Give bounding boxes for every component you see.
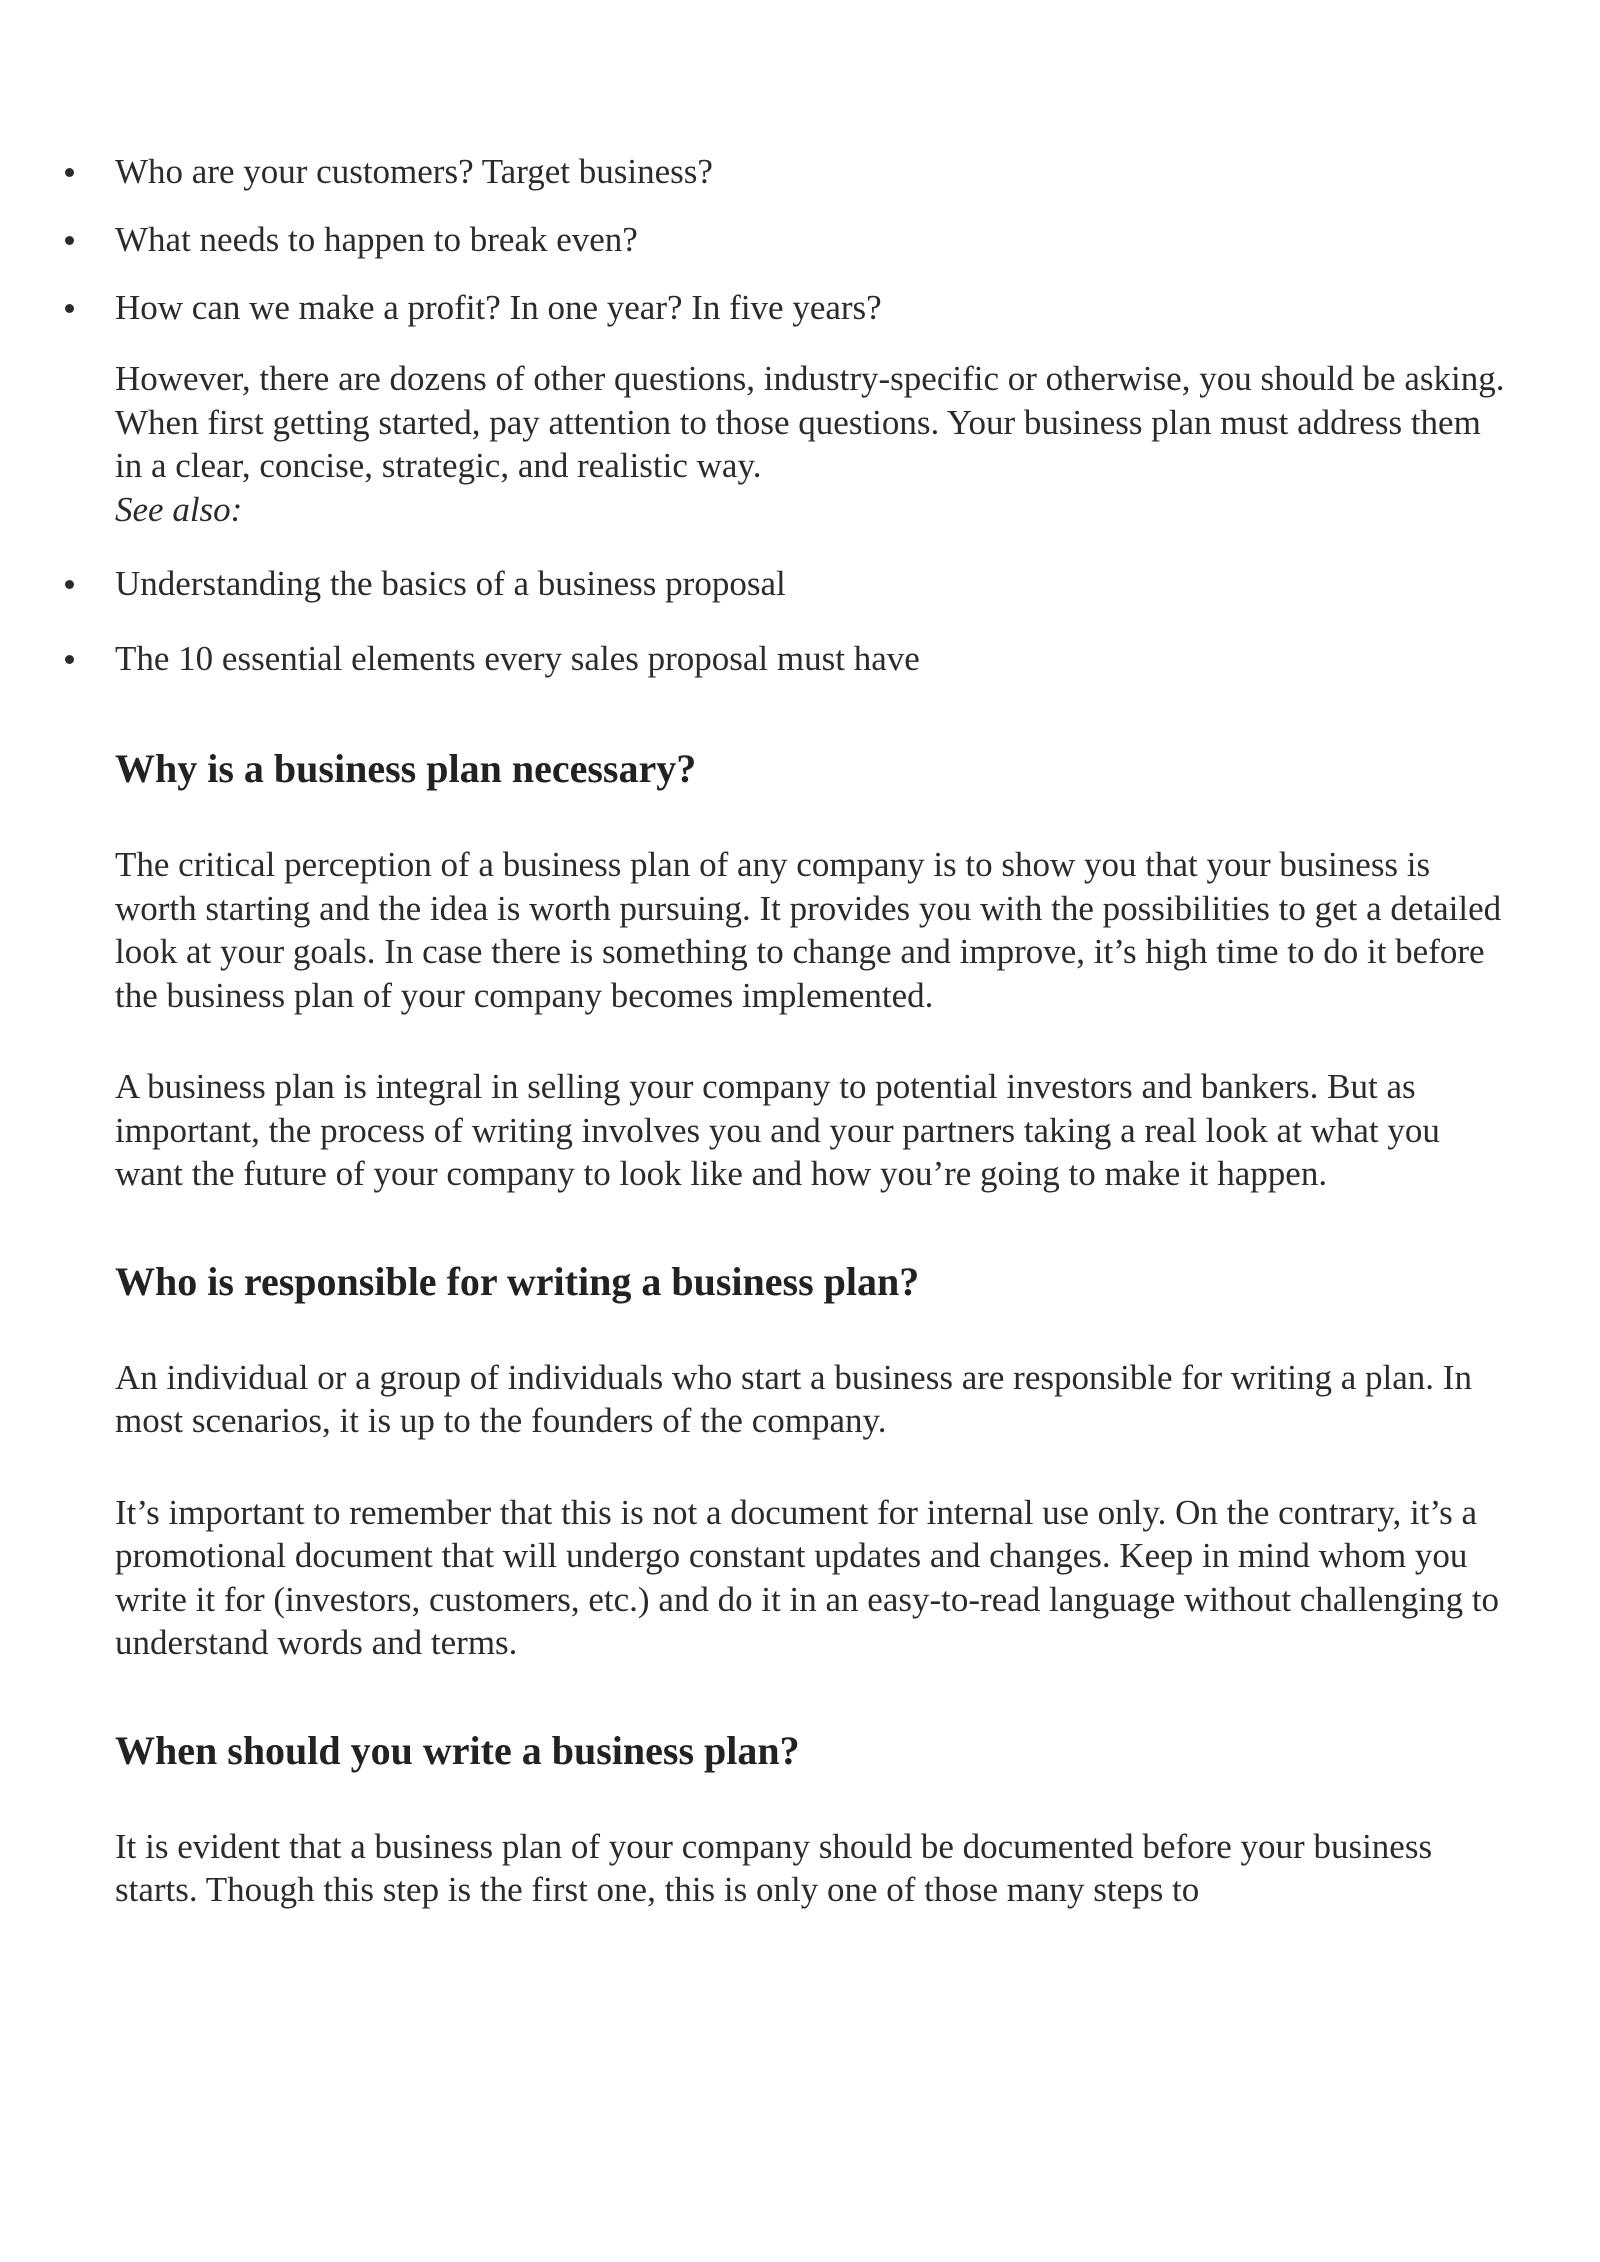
list-item: How can we make a profit? In one year? In five years? (115, 286, 1505, 329)
paragraph: An individual or a group of individuals who start a business are responsible for writing a plan. In most scenarios, it is up to the founders of the company. (115, 1357, 1472, 1440)
bullet-icon (65, 304, 74, 313)
see-also-label: See also: (115, 489, 243, 529)
paragraph: It’s important to remember that this is not a document for internal use only. On the contrary, it’s a promotional document that will undergo constant updates and changes. Keep in mind whom you write it for (investors, customers, etc.) and do it in an easy-to-read language without challenging to understand words and terms. (115, 1492, 1500, 1662)
section-heading-when: When should you write a business plan? (115, 1727, 800, 1773)
section-heading-why: Why is a business plan necessary? (115, 746, 697, 791)
bullet-icon (65, 580, 74, 589)
document-content (115, 150, 1505, 1912)
bullet-icon (65, 168, 74, 177)
section-heading-who: Who is responsible for writing a business plan? (115, 1258, 920, 1304)
intro-paragraph: However, there are dozens of other questions, industry-specific or otherwise, you should be asking. When first getting started, pay attention to those questions. Your business plan must address them in a clear, concise, strategic, and realistic way. See also: (115, 357, 1505, 531)
paragraph: It is evident that a business plan of your company should be documented before your business starts. Though this step is the first one, this is only one of those many steps to (115, 1826, 1433, 1909)
list-item: Who are your customers? Target business? (115, 150, 1505, 193)
list-item: What needs to happen to break even? (115, 218, 1505, 261)
list-item: Understanding the basics of a business proposal (115, 562, 1505, 605)
see-also-list (115, 562, 1505, 680)
paragraph: A business plan is integral in selling your company to potential investors and bankers. But as important, the process of writing involves you and your partners taking a real look at what you want the future of your company to look like and how you’re going to make it happen. (115, 1067, 1440, 1193)
bullet-icon (65, 236, 74, 245)
intro-question-list (115, 150, 1505, 329)
bullet-icon (65, 655, 74, 664)
paragraph: The critical perception of a business plan of any company is to show you that your business is worth starting and the idea is worth pursuing. It provides you with the possibilities to get a detailed look at your goals. In case there is something to change and improve, it’s high time to do it before the business plan of your company becomes implemented. (115, 845, 1502, 1015)
list-item: The 10 essential elements every sales proposal must have (115, 637, 1505, 680)
